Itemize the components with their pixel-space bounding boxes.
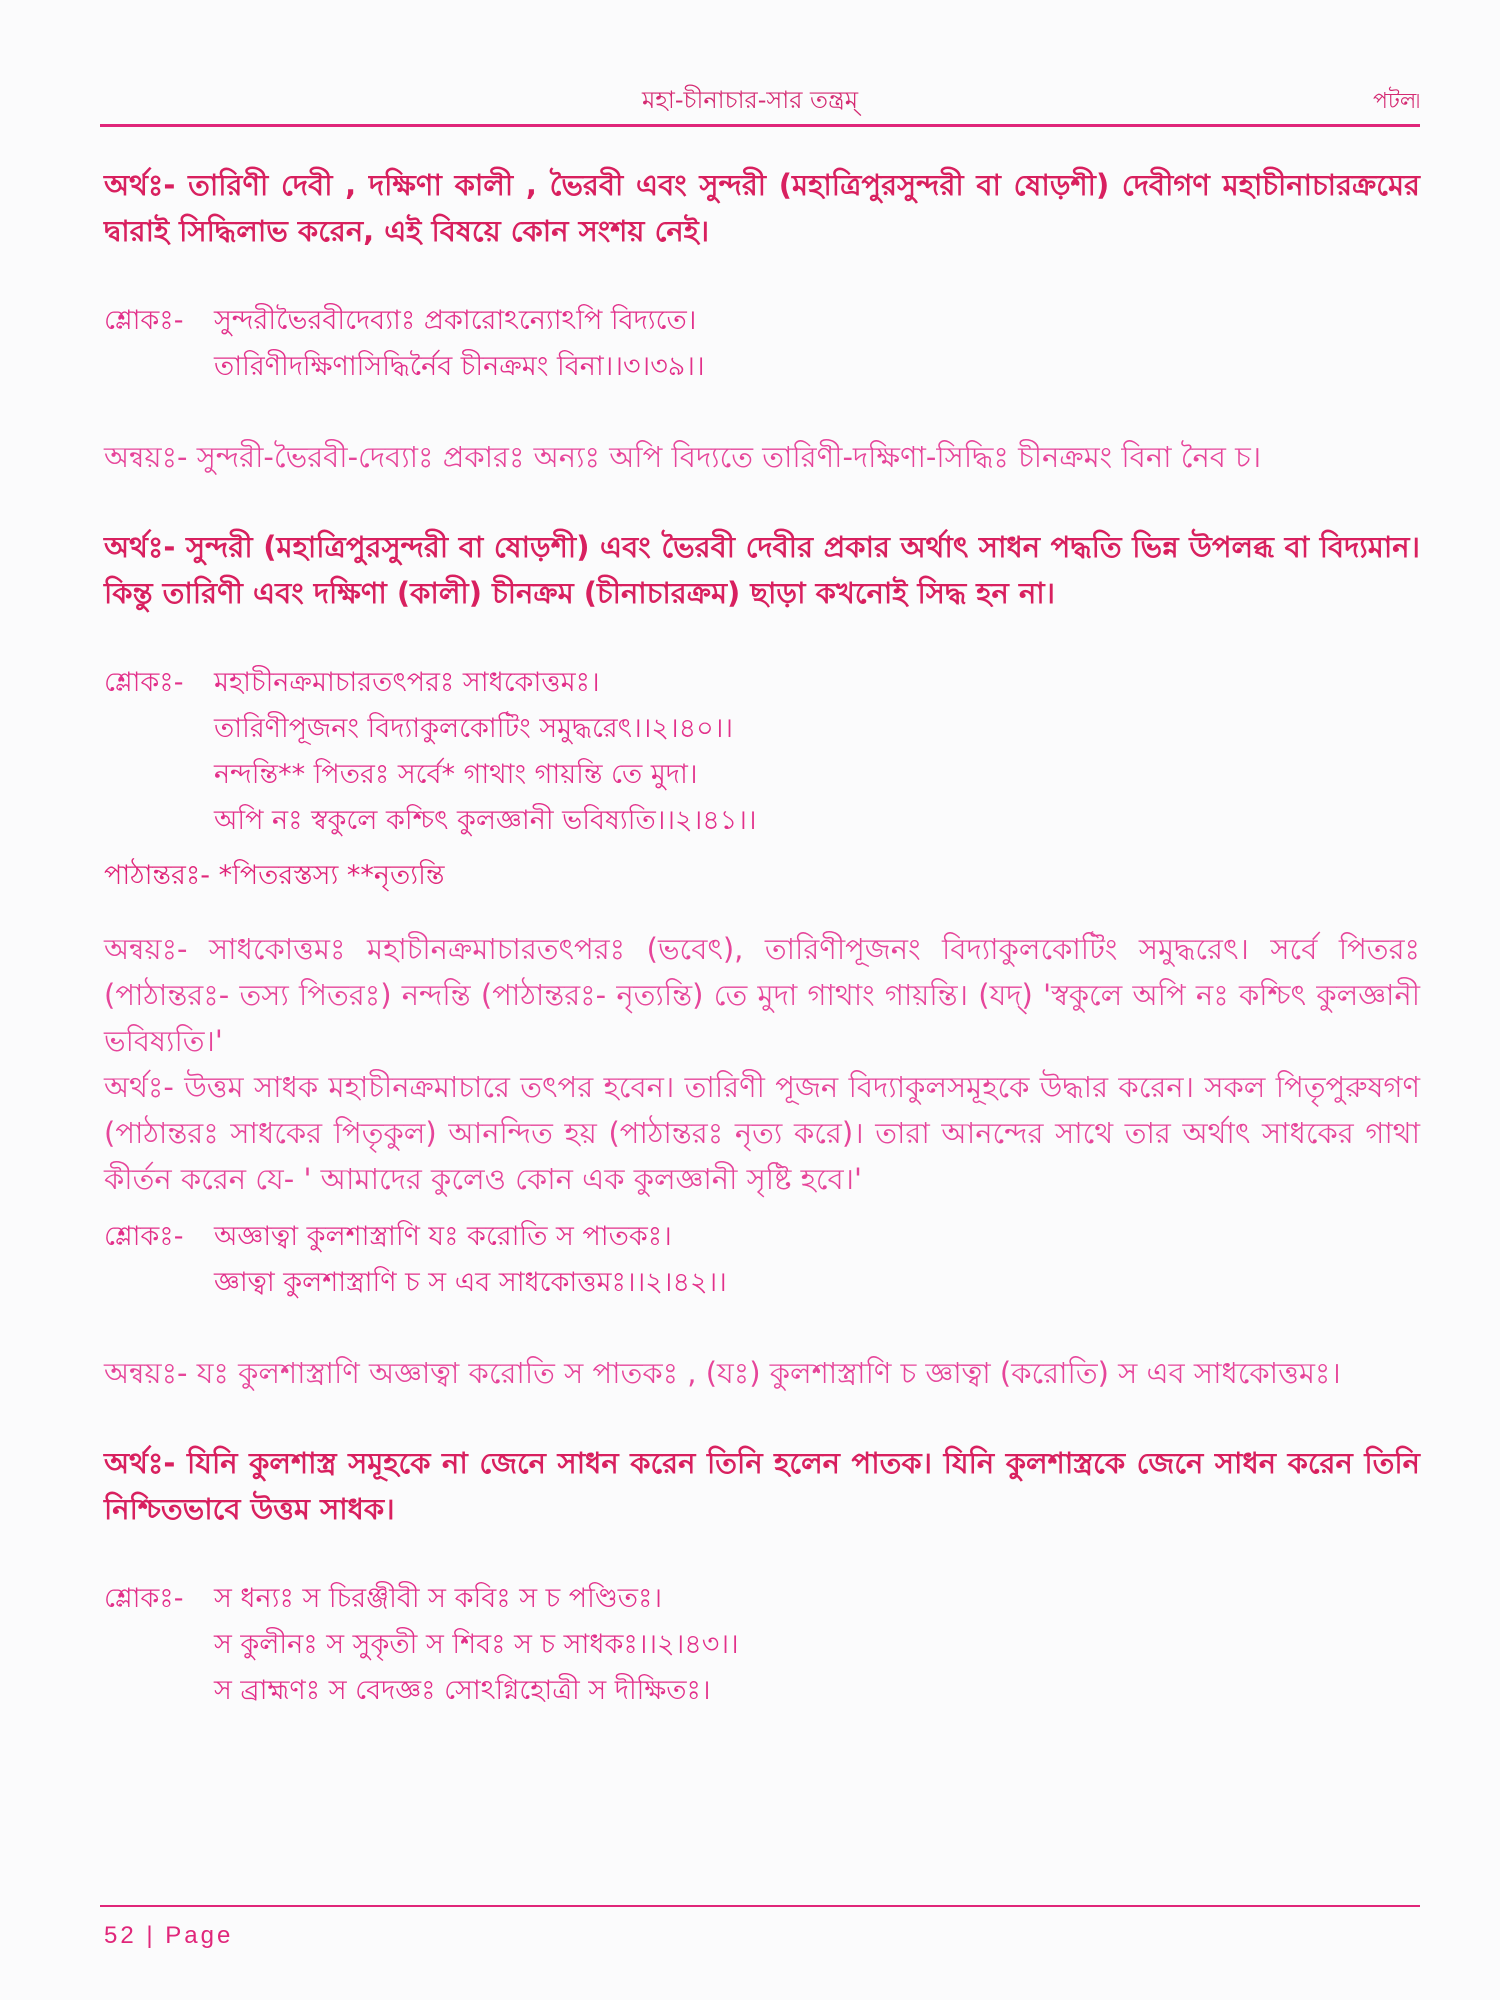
shloka-label: শ্লোকঃ- xyxy=(104,667,184,698)
shloka-label: শ্লোকঃ- xyxy=(104,1221,184,1252)
shloka-line: তারিণীপূজনং বিদ্যাকুলকোটিং সমুদ্ধরেৎ।।২।৪০।। xyxy=(214,713,733,744)
shloka-line: মহাচীনক্রমাচারতৎপরঃ সাধকোত্তমঃ। xyxy=(214,667,600,698)
artha-paragraph: অর্থঃ- উত্তম সাধক মহাচীনক্রমাচারে তৎপর হবেন। তারিণী পূজন বিদ্যাকুলসমূহকে উদ্ধার করেন। সকল পিতৃপুরুষগণ (পাঠান্তরঃ সাধকের পিতৃকুল) আনন্দিত হয় (পাঠান্তরঃ নৃত্য করে)। তারা আনন্দের সাথে তার অর্থাৎ সাধকের গাথা কীর্তন করেন যে- ' আমাদের কুলেও কোন এক কুলজ্ঞানী সৃষ্টি হবে।' xyxy=(104,1070,1420,1196)
shloka-verse xyxy=(104,298,1420,390)
shloka-line: তারিণীদক্ষিণাসিদ্ধির্নৈব চীনক্রমং বিনা।।৩।৩৯।। xyxy=(214,351,705,382)
page-header-title: মহা-চীনাচার-সার তন্ত্রম্ xyxy=(641,86,859,114)
page-content xyxy=(104,162,1420,1714)
shloka-line: অজ্ঞাত্বা কুলশাস্ত্রাণি যঃ করোতি স পাতকঃ। xyxy=(214,1221,672,1252)
shloka-label: শ্লোকঃ- xyxy=(104,1583,184,1614)
artha-paragraph: অর্থঃ- যিনি কুলশাস্ত্র সমূহকে না জেনে সাধন করেন তিনি হলেন পাতক। যিনি কুলশাস্ত্রকে জেনে সাধন করেন তিনি নিশ্চিতভাবে উত্তম সাধক। xyxy=(104,1446,1420,1526)
artha-paragraph: অর্থঃ- তারিণী দেবী , দক্ষিণা কালী , ভৈরবী এবং সুন্দরী (মহাত্রিপুরসুন্দরী বা ষোড়শী) দেবীগণ মহাচীনাচারক্রমের দ্বারাই সিদ্ধিলাভ করেন, এই বিষয়ে কোন সংশয় নেই। xyxy=(104,168,1420,248)
artha-paragraph: অর্থঃ- সুন্দরী (মহাত্রিপুরসুন্দরী বা ষোড়শী) এবং ভৈরবী দেবীর প্রকার অর্থাৎ সাধন পদ্ধতি ভিন্ন উপলব্ধ বা বিদ্যমান। কিন্তু তারিণী এবং দক্ষিণা (কালী) চীনক্রম (চীনাচারক্রম) ছাড়া কখনোই সিদ্ধ হন না। xyxy=(104,530,1420,610)
shloka-verse xyxy=(104,660,1420,844)
shloka-label: শ্লোকঃ- xyxy=(104,305,184,336)
shloka-line: অপি নঃ স্বকুলে কশ্চিৎ কুলজ্ঞানী ভবিষ্যতি।।২।৪১।। xyxy=(214,805,757,836)
shloka-verse xyxy=(104,1214,1420,1306)
shloka-line: স কুলীনঃ স সুকৃতী স শিবঃ স চ সাধকঃ।।২।৪৩।। xyxy=(214,1629,739,1660)
footer-divider xyxy=(100,1905,1420,1907)
header-divider xyxy=(100,124,1420,127)
page-header-chapter: পটল৷ xyxy=(1372,89,1420,114)
shloka-line: সুন্দরীভৈরবীদেব্যাঃ প্রকারোঽন্যোঽপি বিদ্যতে। xyxy=(214,305,697,336)
variant-reading: পাঠান্তরঃ- *পিতরস্তস্য **নৃত্যন্তি xyxy=(104,860,445,891)
anvaya-paragraph: অন্বয়ঃ- সাধকোত্তমঃ মহাচীনক্রমাচারতৎপরঃ (ভবেৎ), তারিণীপূজনং বিদ্যাকুলকোটিং সমুদ্ধরেৎ। সর্বে পিতরঃ (পাঠান্তরঃ- তস্য পিতরঃ) নন্দন্তি (পাঠান্তরঃ- নৃত্যন্তি) তে মুদা গাথাং গায়ন্তি। (যদ্) 'স্বকুলে অপি নঃ কশ্চিৎ কুলজ্ঞানী ভবিষ্যতি।' xyxy=(104,932,1420,1058)
anvaya-paragraph: অন্বয়ঃ- যঃ কুলশাস্ত্রাণি অজ্ঞাত্বা করোতি স পাতকঃ , (যঃ) কুলশাস্ত্রাণি চ জ্ঞাত্বা (করোতি) স এব সাধকোত্তমঃ। xyxy=(104,1356,1341,1390)
shloka-line: নন্দন্তি** পিতরঃ সর্বে* গাথাং গায়ন্তি তে মুদা। xyxy=(214,759,698,790)
shloka-line: স ধন্যঃ স চিরঞ্জীবী স কবিঃ স চ পণ্ডিতঃ। xyxy=(214,1583,663,1614)
shloka-line: স ব্রাহ্মণঃ স বেদজ্ঞঃ সোঽগ্নিহোত্রী স দীক্ষিতঃ। xyxy=(214,1675,711,1706)
shloka-line: জ্ঞাত্বা কুলশাস্ত্রাণি চ স এব সাধকোত্তমঃ।।২।৪২।। xyxy=(214,1267,727,1298)
page-number: 52 | Page xyxy=(104,1922,234,1949)
shloka-verse xyxy=(104,1576,1420,1714)
anvaya-paragraph: অন্বয়ঃ- সুন্দরী-ভৈরবী-দেব্যাঃ প্রকারঃ অন্যঃ অপি বিদ্যতে তারিণী-দক্ষিণা-সিদ্ধিঃ চীনক্রমং বিনা নৈব চ। xyxy=(104,440,1262,474)
